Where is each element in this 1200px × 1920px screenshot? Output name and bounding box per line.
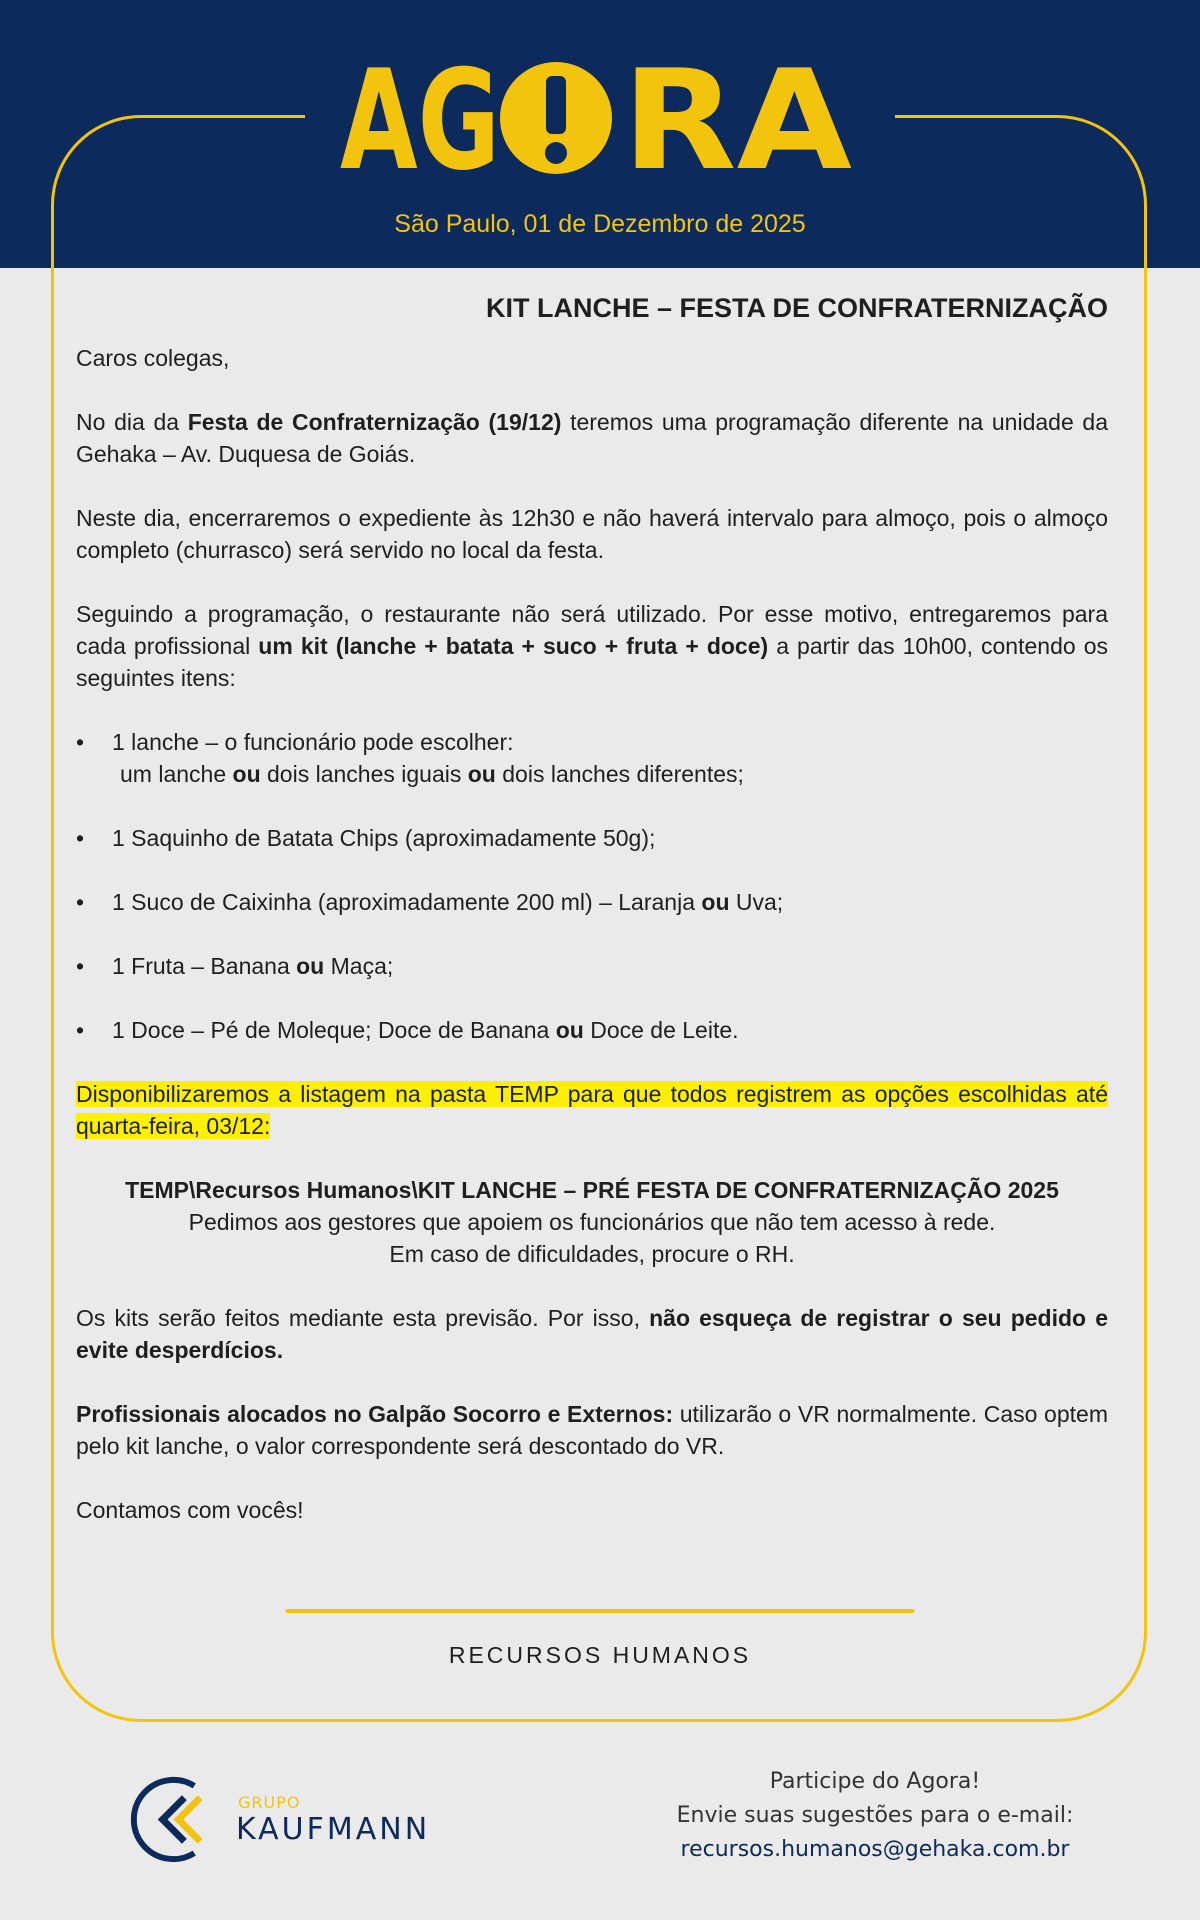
paragraph-festa xyxy=(76,406,1108,470)
bold-run: não esqueça de registrar o seu pedido e evite desperdícios. xyxy=(76,1305,1109,1363)
list-item xyxy=(76,950,1108,982)
highlighted-text: Disponibilizaremos a listagem na pasta TEMP para que todos registrem as opções escolhidas até quarta-feira, 03/12: xyxy=(76,1081,1108,1139)
logo-name: KAUFMANN xyxy=(236,1812,431,1847)
rh-note: Em caso de dificuldades, procure o RH. xyxy=(389,1241,795,1267)
list-item-sub xyxy=(112,758,1108,790)
exclamation-in-circle-icon xyxy=(500,62,612,174)
bold-run: ou xyxy=(701,889,730,915)
kit-items-list xyxy=(76,726,1108,1046)
text-run: a partir das 10h00, contendo os seguintes itens: xyxy=(76,633,1108,691)
list-item xyxy=(76,886,1108,918)
text-run: dois lanches diferentes; xyxy=(495,761,744,787)
text-run: 1 lanche – o funcionário pode escolher: xyxy=(112,729,514,755)
temp-folder-info xyxy=(76,1174,1108,1270)
bold-run: ou xyxy=(555,1017,584,1043)
kaufmann-k-circle-icon xyxy=(125,1772,220,1867)
logo-grupo: GRUPO xyxy=(238,1793,301,1812)
text-run: um lanche xyxy=(120,761,233,787)
text-run: Maça; xyxy=(324,953,394,979)
svg-text:RA: RA xyxy=(622,50,853,180)
text-run: Seguindo a programação, o restaurante não será utilizado. Por esse motivo, entregaremos para cada profissional xyxy=(76,601,1108,659)
bold-run: ou xyxy=(467,761,496,787)
bold-run: Festa de Confraternização (19/12) xyxy=(187,409,562,435)
text-run: Os kits serão feitos mediante esta previsão. Por isso, xyxy=(76,1305,650,1331)
list-item xyxy=(76,726,1108,790)
header-date: São Paulo, 01 de Dezembro de 2025 xyxy=(394,210,806,238)
contact-line-2: Envie suas sugestões para o e-mail: xyxy=(676,1803,1074,1828)
signature-line xyxy=(286,1609,914,1613)
text-run: dois lanches iguais xyxy=(260,761,468,787)
bold-run: ou xyxy=(296,953,325,979)
svg-text:AG: AG xyxy=(340,50,500,180)
bold-run: um kit (lanche + batata + suco + fruta + doce) xyxy=(258,633,769,659)
text-run: Uva; xyxy=(729,889,784,915)
text-run: 1 Doce – Pé de Moleque; Doce de Banana xyxy=(112,1017,556,1043)
closing: Contamos com vocês! xyxy=(76,1497,304,1523)
text-run: utilizarão o VR normalmente. Caso optem pelo kit lanche, o valor correspondente será descontado do VR. xyxy=(76,1401,1108,1459)
paragraph-previsao xyxy=(76,1302,1108,1366)
letter-content xyxy=(76,292,1108,1558)
paragraph-vr xyxy=(76,1398,1108,1462)
text-run: Doce de Leite. xyxy=(583,1017,739,1043)
folder-path: TEMP\Recursos Humanos\KIT LANCHE – PRÉ FESTA DE CONFRATERNIZAÇÃO 2025 xyxy=(125,1177,1059,1203)
paragraph-kit xyxy=(76,598,1108,694)
footer-contact xyxy=(600,1765,1150,1867)
list-item xyxy=(76,1014,1108,1046)
letter-title: KIT LANCHE – FESTA DE CONFRATERNIZAÇÃO xyxy=(486,293,1108,323)
list-item: • 1 Saquinho de Batata Chips (aproximadamente 50g); xyxy=(76,822,1108,854)
agora-logo xyxy=(340,50,860,180)
bold-run: ou xyxy=(232,761,261,787)
contact-line-1: Participe do Agora! xyxy=(769,1769,981,1794)
contact-email[interactable]: recursos.humanos@gehaka.com.br xyxy=(680,1837,1070,1862)
bold-run: Profissionais alocados no Galpão Socorro e Externos: xyxy=(76,1401,674,1427)
text-run: 1 Suco de Caixinha (aproximadamente 200 ml) – Laranja xyxy=(112,889,702,915)
manager-note: Pedimos aos gestores que apoiem os funcionários que não tem acesso à rede. xyxy=(188,1209,996,1235)
greeting: Caros colegas, xyxy=(76,345,230,371)
text-run: teremos uma programação diferente na unidade da Gehaka – Av. Duquesa de Goiás. xyxy=(76,409,1108,467)
text-run: 1 Fruta – Banana xyxy=(112,953,297,979)
text-run: No dia da xyxy=(76,409,188,435)
signature: RECURSOS HUMANOS xyxy=(448,1642,752,1668)
highlight-paragraph xyxy=(76,1078,1108,1142)
paragraph-expediente: Neste dia, encerraremos o expediente às 12h30 e não haverá intervalo para almoço, pois o almoço completo (churrasco) será servido no local da festa. xyxy=(76,505,1108,563)
